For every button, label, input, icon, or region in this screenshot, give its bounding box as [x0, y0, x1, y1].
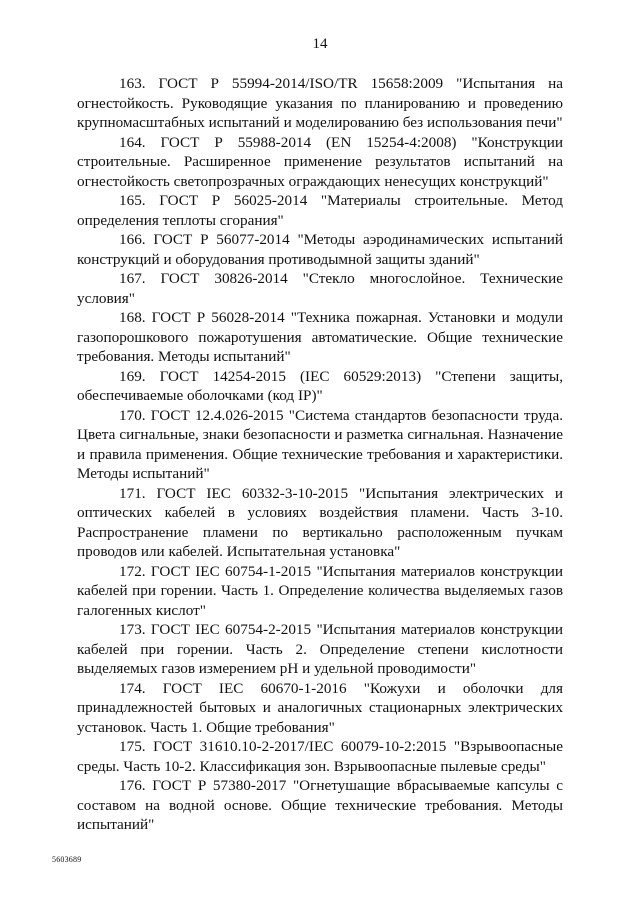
standards-list — [77, 74, 563, 835]
list-item: 172. ГОСТ IEC 60754-1-2015 "Испытания материалов конструкции кабелей при горении. Часть 1. Определение количества выделяемых газов галогенных кислот" — [77, 562, 563, 619]
list-item: 164. ГОСТ Р 55988-2014 (EN 15254-4:2008) "Конструкции строительные. Расширенное применение результатов испытаний на огнестойкость светопрозрачных ограждающих ненесущих конструкций" — [77, 133, 563, 190]
list-item: 163. ГОСТ Р 55994-2014/ISO/TR 15658:2009 "Испытания на огнестойкость. Руководящие указания по планированию и проведению крупномасштабных испытаний и моделированию без использования печи" — [77, 75, 563, 131]
list-item: 167. ГОСТ 30826-2014 "Стекло многослойное. Технические условия" — [77, 270, 563, 307]
list-item: 166. ГОСТ Р 56077-2014 "Методы аэродинамических испытаний конструкций и оборудования противодымной защиты зданий" — [77, 231, 563, 268]
list-item: 169. ГОСТ 14254-2015 (IEC 60529:2013) "Степени защиты, обеспечиваемые оболочками (код IP)" — [77, 367, 563, 404]
list-item: 168. ГОСТ Р 56028-2014 "Техника пожарная. Установки и модули газопорошкового пожаротушения автоматические. Общие технические требования. Методы испытаний" — [77, 309, 563, 365]
list-item: 176. ГОСТ Р 57380-2017 "Огнетушащие вбрасываемые капсулы с составом на водной основе. Общие технические требования. Методы испытаний" — [77, 777, 563, 833]
page-number: 14 — [312, 36, 328, 52]
document-code: 5603689 — [52, 855, 82, 864]
list-item: 174. ГОСТ IEC 60670-1-2016 "Кожухи и оболочки для принадлежностей бытовых и аналогичных стационарных электрических установок. Часть 1. Общие требования" — [77, 679, 563, 736]
list-item: 165. ГОСТ Р 56025-2014 "Материалы строительные. Метод определения теплоты сгорания" — [77, 192, 563, 229]
list-item: 171. ГОСТ IEC 60332-3-10-2015 "Испытания электрических и оптических кабелей в условиях воздействия пламени. Часть 3-10. Распространение пламени по вертикально расположенным пучкам проводов или кабелей. Испытательная установка" — [77, 484, 563, 560]
list-item: 175. ГОСТ 31610.10-2-2017/IEC 60079-10-2:2015 "Взрывоопасные среды. Часть 10-2. Классификация зон. Взрывоопасные пылевые среды" — [77, 738, 563, 775]
list-item: 170. ГОСТ 12.4.026-2015 "Система стандартов безопасности труда. Цвета сигнальные, знаки безопасности и разметка сигнальная. Назначение и правила применения. Общие технические требования и характеристики. Методы испытаний" — [77, 406, 563, 482]
list-item: 173. ГОСТ IEC 60754-2-2015 "Испытания материалов конструкции кабелей при горении. Часть 2. Определение степени кислотности выделяемых газов измерением pH и удельной проводимости" — [77, 621, 563, 677]
